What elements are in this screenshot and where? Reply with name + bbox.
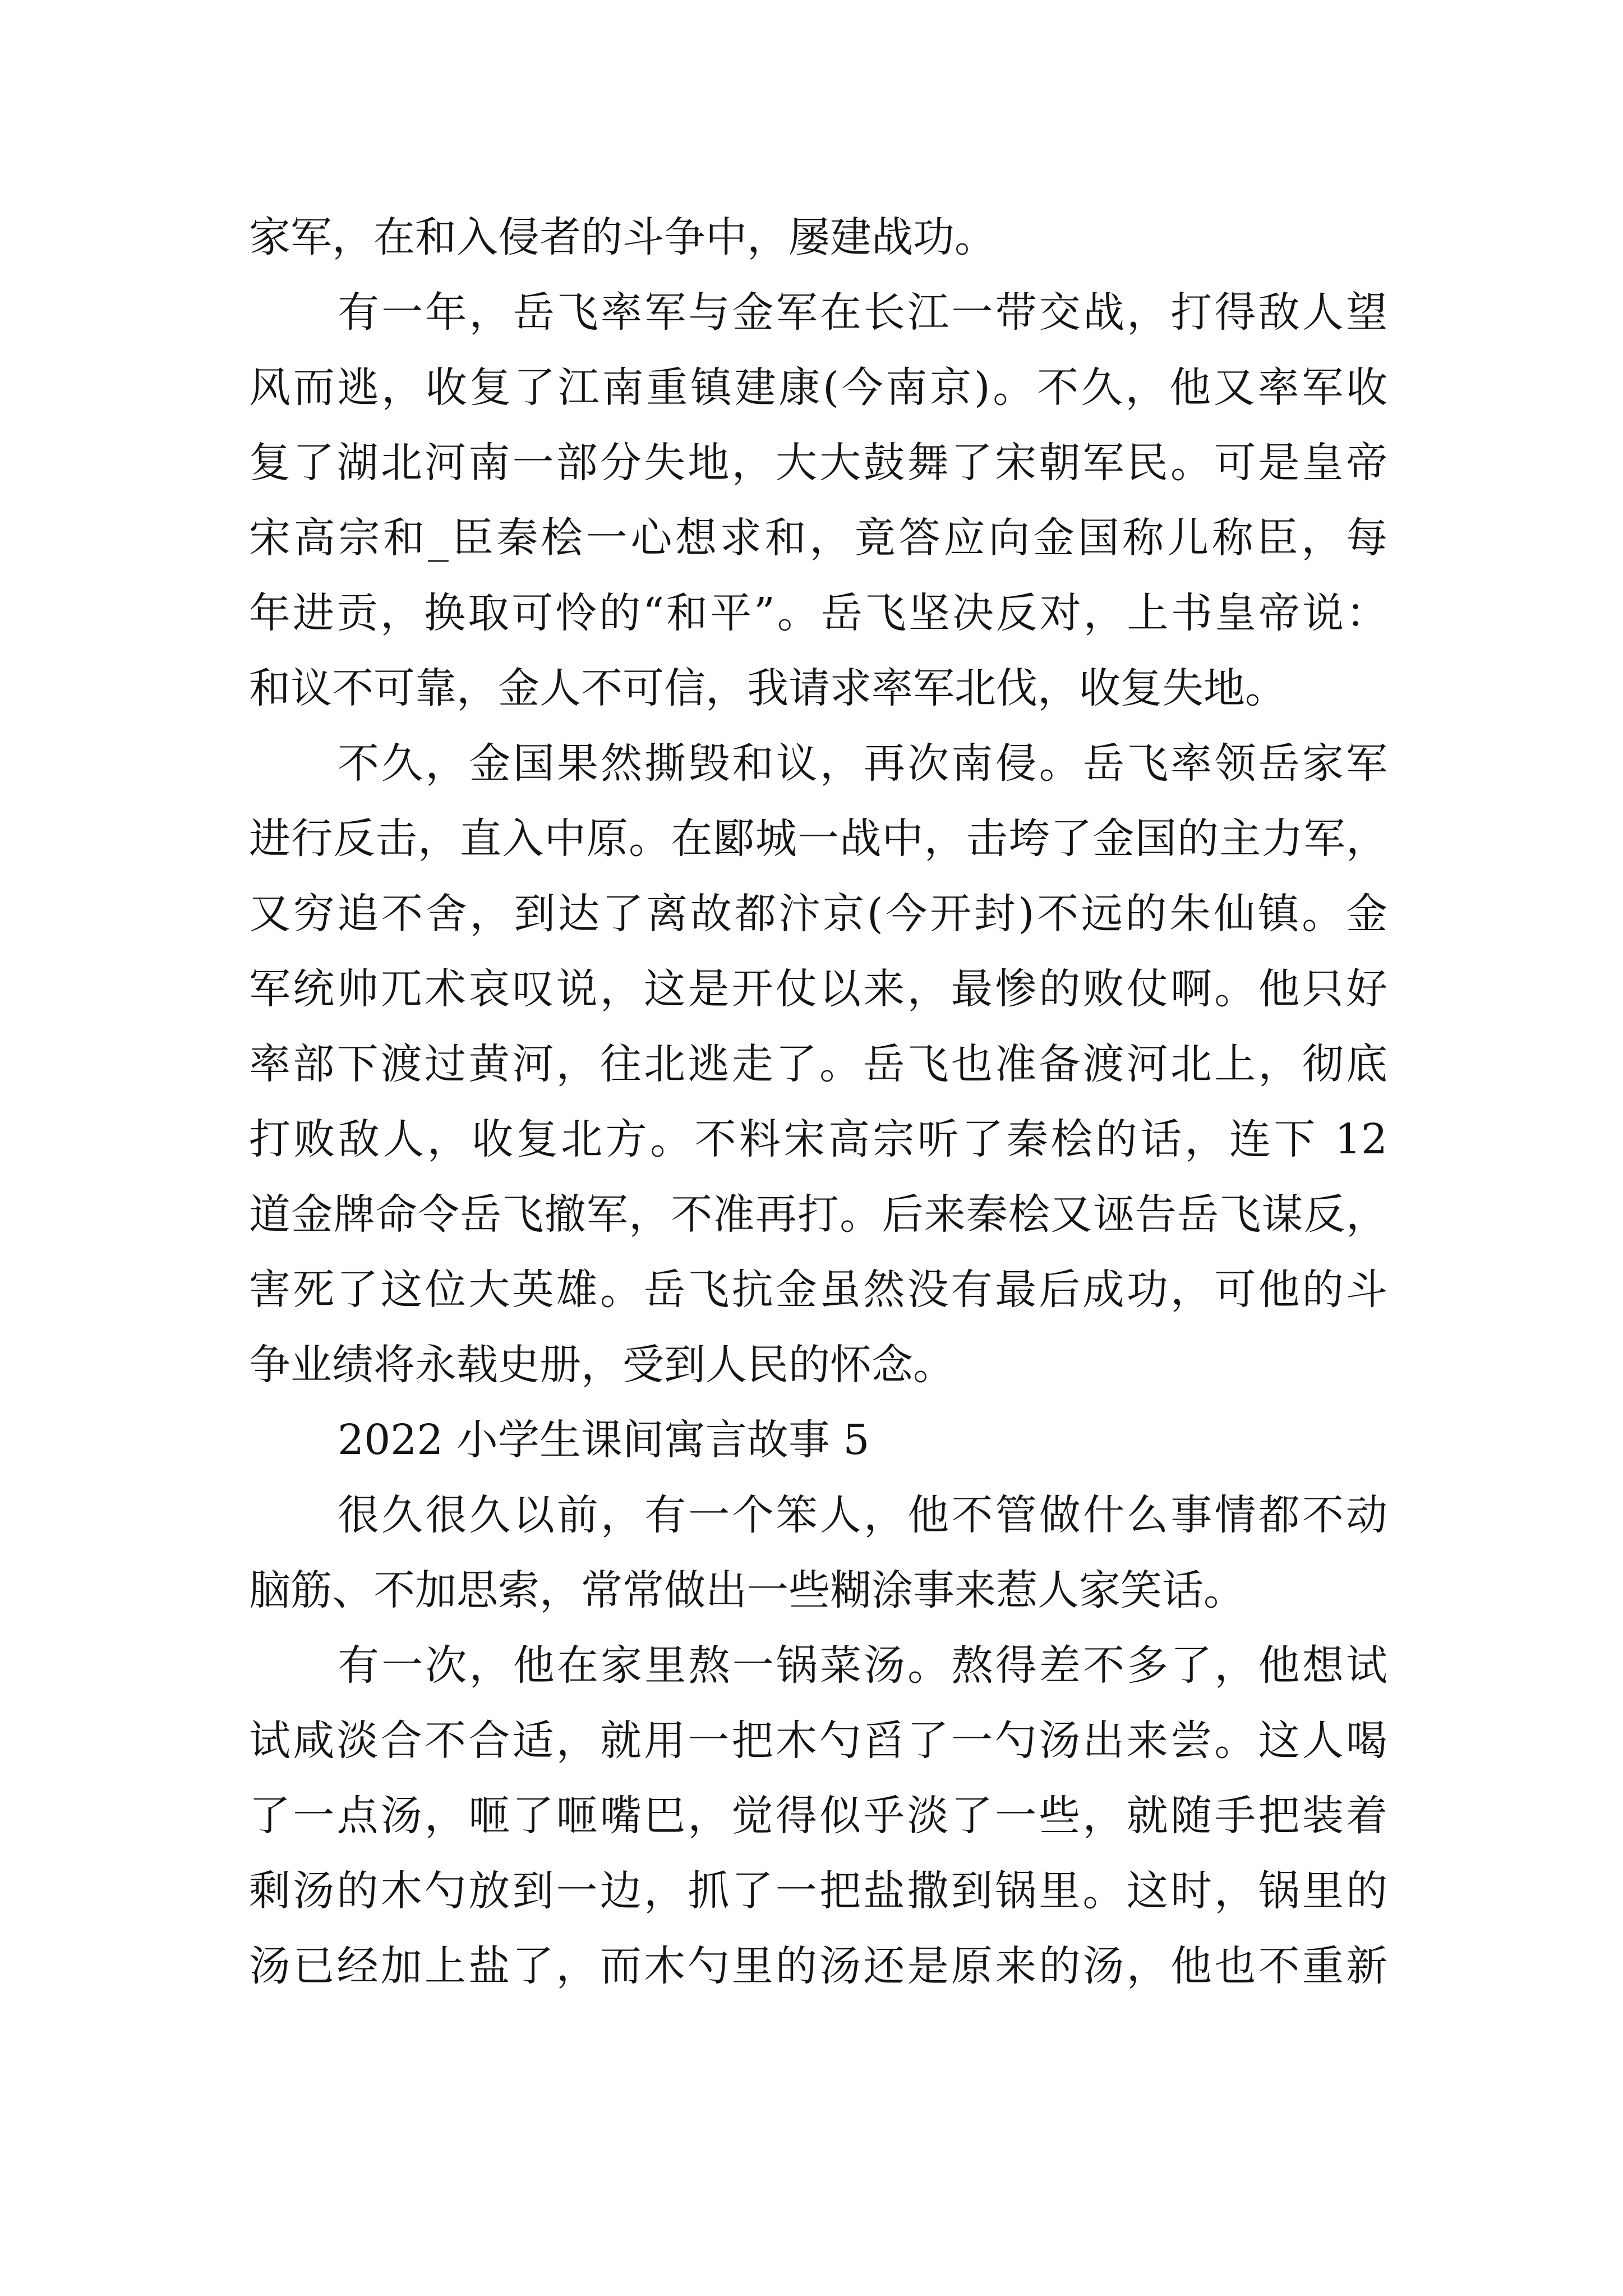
text-line: 争业绩将永载史册，受到人民的怀念。 [249,1341,955,1389]
text-line: 剩汤的木勺放到一边，抓了一把盐撒到锅里。这时，锅里的 [249,1867,1387,1915]
text-line: 家军，在和入侵者的斗争中，屡建战功。 [249,213,996,261]
text-line: 风而逃，收复了江南重镇建康(今南京)。不久，他又率军收 [249,364,1387,412]
document-body [249,200,1387,2004]
text-line: 进行反击，直入中原。在郾城一战中，击垮了金国的主力军， [249,815,1387,863]
text-line: 年进贡，换取可怜的“和平”。岳飞坚决反对，上书皇帝说： [249,589,1387,637]
text-line: 不久，金国果然撕毁和议，再次南侵。岳飞率领岳家军 [338,739,1387,788]
text-line: 了一点汤，咂了咂嘴巴，觉得似乎淡了一些，就随手把装着 [249,1792,1387,1840]
text-line: 试咸淡合不合适，就用一把木勺舀了一勺汤出来尝。这人喝 [249,1717,1387,1765]
text-line: 有一年，岳飞率军与金军在长江一带交战，打得敌人望 [338,288,1387,337]
section-heading: 2022 小学生课间寓言故事 5 [338,1416,870,1464]
text-line: 又穷追不舍，到达了离故都汴京(今开封)不远的朱仙镇。金 [249,890,1387,938]
text-line: 汤已经加上盐了，而木勺里的汤还是原来的汤，他也不重新 [249,1942,1387,1990]
text-line: 打败敌人，收复北方。不料宋高宗听了秦桧的话，连下 12 [249,1115,1387,1163]
text-line: 率部下渡过黄河，往北逃走了。岳飞也准备渡河北上，彻底 [249,1040,1387,1088]
text-line: 有一次，他在家里熬一锅菜汤。熬得差不多了，他想试 [338,1641,1387,1690]
text-line: 军统帅兀术哀叹说，这是开仗以来，最惨的败仗啊。他只好 [249,965,1387,1013]
text-line: 很久很久以前，有一个笨人，他不管做什么事情都不动 [338,1491,1387,1539]
text-line: 和议不可靠，金人不可信，我请求率军北伐，收复失地。 [249,664,1287,712]
text-line: 害死了这位大英雄。岳飞抗金虽然没有最后成功，可他的斗 [249,1266,1387,1314]
text-line: 宋高宗和_臣秦桧一心想求和，竟答应向金国称儿称臣，每 [249,514,1387,562]
text-line: 道金牌命令岳飞撤军，不准再打。后来秦桧又诬告岳飞谋反， [249,1190,1387,1239]
text-line: 脑筋、不加思索，常常做出一些糊涂事来惹人家笑话。 [249,1566,1245,1614]
text-line: 复了湖北河南一部分失地，大大鼓舞了宋朝军民。可是皇帝 [249,439,1387,487]
